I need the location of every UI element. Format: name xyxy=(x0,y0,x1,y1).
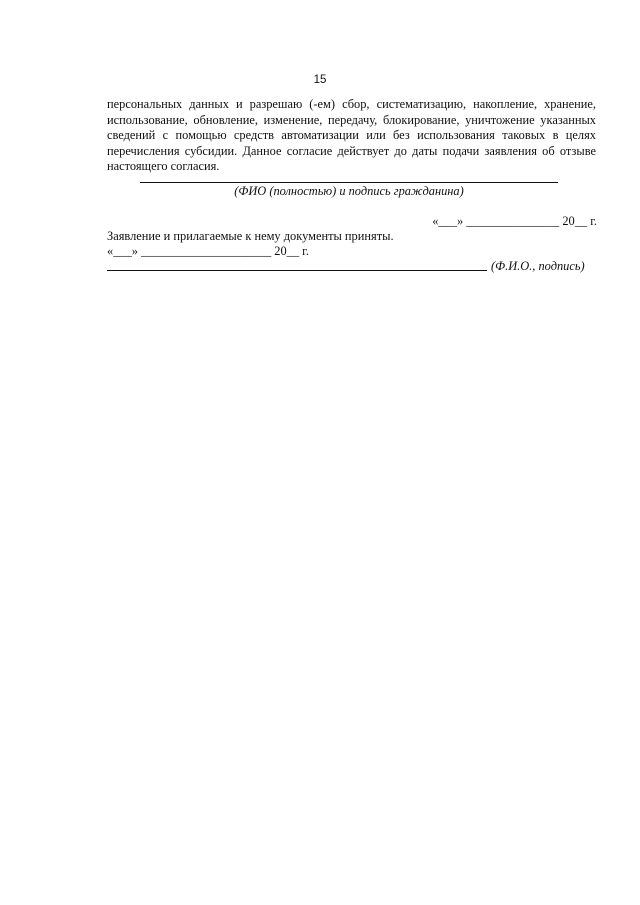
application-date-line: «___» _______________ 20__ г. xyxy=(432,214,597,228)
official-signature-line xyxy=(107,270,487,271)
consent-paragraph: персональных данных и разрешаю (-ем) сбор, систематизацию, накопление, хранение, использование, обновление, изменение, передачу, блокирование, уничтожение указанных сведений с помощью средств автоматизации или без использования таковых в целях перечисления субсидии. Данное согласие действует до даты подачи заявления об отзыве настоящего согласия. xyxy=(107,97,596,173)
citizen-signature-caption: (ФИО (полностью) и подпись гражданина) xyxy=(234,184,464,198)
official-signature-row xyxy=(107,259,585,274)
official-signature-caption: (Ф.И.О., подпись) xyxy=(491,259,585,273)
citizen-signature-line xyxy=(140,182,558,183)
page-number: 15 xyxy=(313,74,327,86)
acceptance-date-line: «___» _____________________ 20__ г. xyxy=(107,244,309,258)
citizen-signature-block xyxy=(140,168,558,199)
documents-accepted-statement: Заявление и прилагаемые к нему документы приняты. xyxy=(107,229,394,243)
